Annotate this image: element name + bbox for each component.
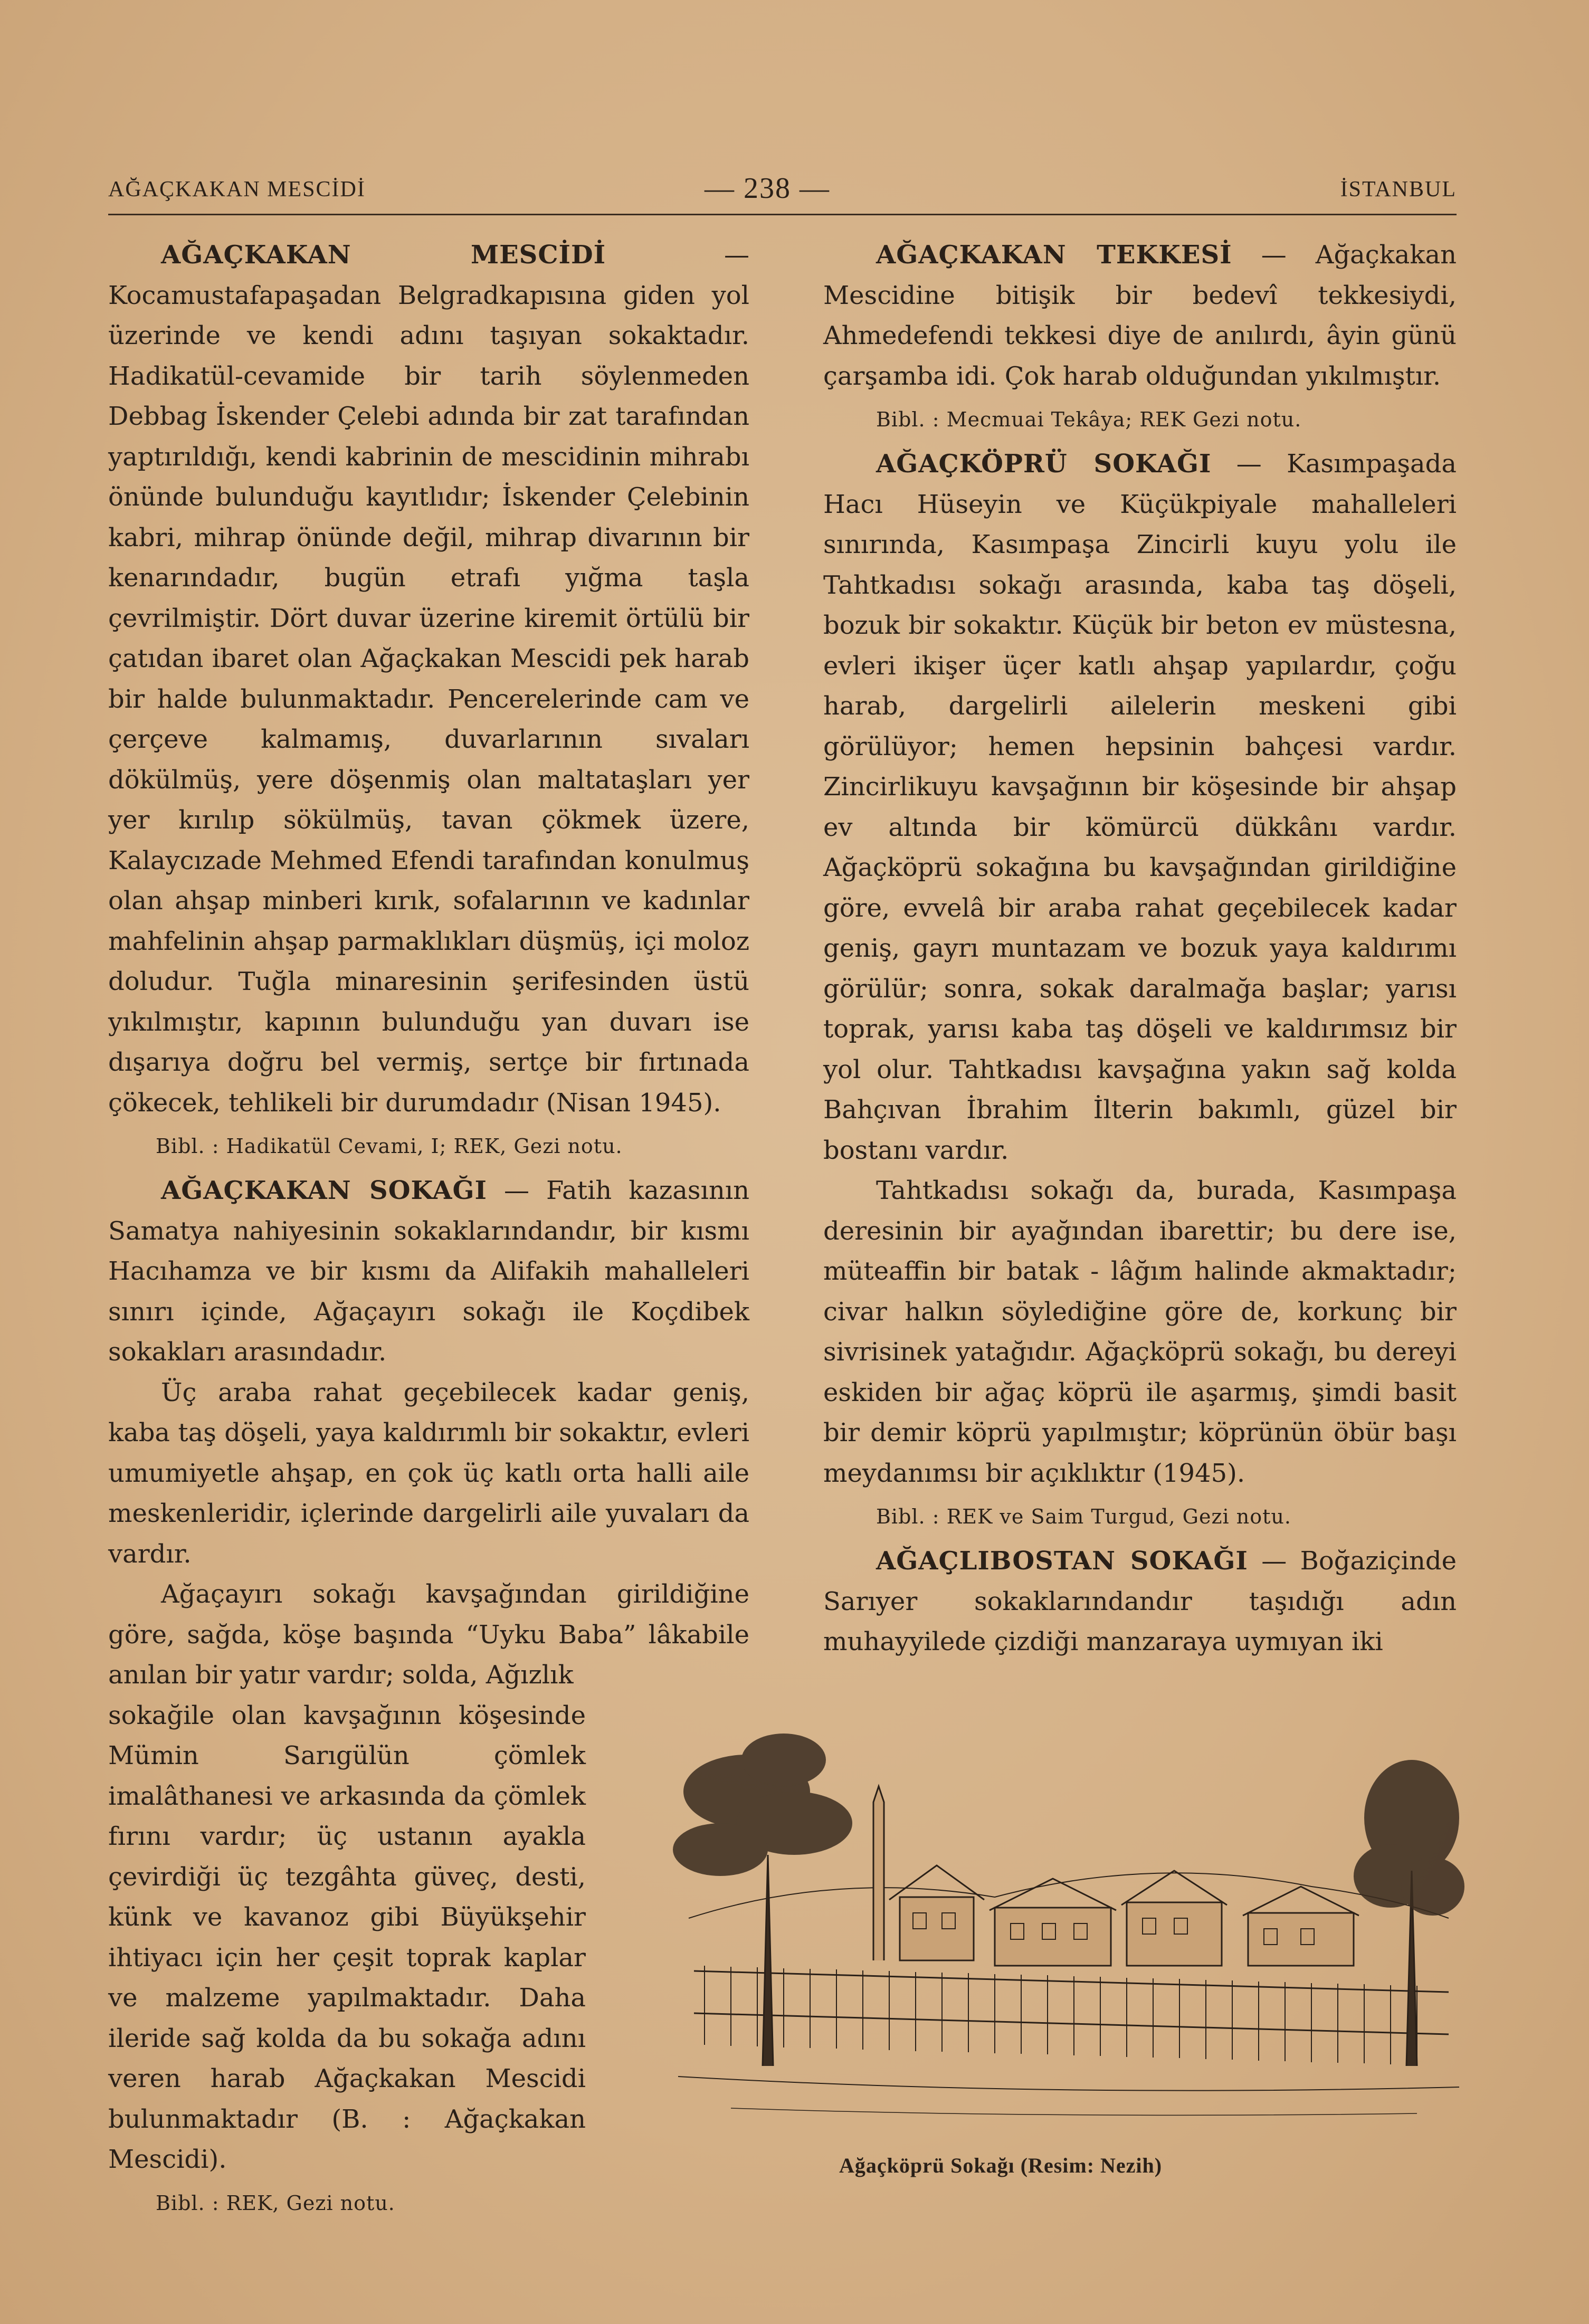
entry-title: AĞAÇLIBOSTAN SOKAĞI [876,1546,1248,1576]
entry-body: — Kasımpaşada Hacı Hüseyin ve Küçükpiyale mahalleleri sınırında, Kasımpaşa Zincirli kuyu yolu ile Tahtkadısı sokağı arasında, kaba taş döşeli, bozuk bir sokaktır. Küçük bir beton ev müstesna, evleri ikişer üçer katlı ahşap yapılardır, çoğu harab, dargelirli ailelerin meskeni gibi görülüyor; hemen hepsinin bahçesi vardır. Zincirlikuyu kavşağının bir köşesinde bir ahşap ev altında bir kömürcü dükkânı vardır. Ağaçköprü sokağına bu kavşağından girildiğine göre, evvelâ bir araba rahat geçebilecek kadar geniş, gayrı muntazam ve bozuk yaya kaldırımı görülür; sonra, sokak daralmağa başlar; yarısı toprak, yarısı kaba taş döşeli ve kaldırımsız bir yol olur. Tahtkadısı kavşağına yakın sağ kolda Bahçıvan İbrahim İlterin bakımlı, güzel bir bostanı vardır. [823,449,1457,1165]
entry-title: AĞAÇKAKAN SOKAĞI [161,1176,487,1205]
entry-paragraph: Üç araba rahat geçebilecek kadar geniş, kaba taş döşeli, yaya kaldırımlı bir sokaktır, evleri umumiyetle ahşap, en çok üç katlı orta halli aile meskenleridir, içlerinde dargelirli aile yuvaları da vardır. [108,1377,749,1569]
entry-paragraph-continued: sokağile olan kavşağının köşesinde Mümin Sarıgülün çömlek imalâthanesi ve arkasında da çömlek fırını vardır; üç ustanın ayakla çevirdiği üç tezgâhta güveç, desti, künk ve kavanoz gibi Büyükşehir ihtiyacı için her çeşit toprak kaplar ve malzeme yapılmaktadır. Daha ileride sağ kolda da bu sokağa adını veren harab Ağaçkakan Mescidi bulunmaktadır (B. : Ağaçkakan Mescidi). [108,1700,586,2174]
bibliography: Bibl. : Hadikatül Cevami, I; REK, Gezi notu. [156,1135,623,1158]
entry-paragraph: Tahtkadısı sokağı da, burada, Kasımpaşa deresinin bir ayağından ibarettir; bu dere ise, müteaffin bir batak - lâğım halinde akmaktadır; civar halkın söylediğine göre de, korkunç bir sivrisinek yatağıdır. Ağaçköprü sokağı, bu dereyi eskiden bir ağaç köprü ile aşarmış, şimdi basit bir demir köprü yapılmıştır; köprünün öbür başı meydanımsı bir açıklıktır (1945). [823,1176,1457,1488]
running-header [108,172,1457,208]
bibliography: Bibl. : Mecmuai Tekâya; REK Gezi notu. [876,408,1302,431]
entry-agackopru-sokagi [823,444,1457,1493]
street-illustration [625,1697,1464,2140]
entry-title: AĞAÇKAKAN MESCİDİ [161,240,606,270]
entry-body: — Boğaziçinde Sarıyer sokaklarındandır taşıdığı adın muhayyilede çizdiği manzaraya uymıyan iki [823,1546,1457,1656]
entry-body: — Kocamustafapaşadan Belgradkapısına giden yol üzerinde ve kendi adını taşıyan sokaktadır. Hadikatül-cevamide bir tarih söylenmeden Debbag İskender Çelebi adında bir zat tarafından yaptırıldığı, kendi kabrinin de mescidinin mihrabı önünde bulunduğu kayıtlıdır; İskender Çelebinin kabri, mihrap önünde değil, mihrap divarının bir kenarındadır, bugün etrafı yığma taşla çevrilmiştir. Dört duvar üzerine kiremit örtülü bir çatıdan ibaret olan Ağaçkakan Mescidi pek harab bir halde bulunmaktadır. Pencerelerinde cam ve çerçeve kalmamış, duvarlarının sıvaları dökülmüş, yere döşenmiş olan maltataşları yer yer kırılıp sökülmüş, tavan çökmek üzere, Kalaycızade Mehmed Efendi tarafından konulmuş olan ahşap minberi kırık, sofalarının ve kadınlar mahfelinin ahşap parmaklıkları düşmüş, içi moloz doludur. Tuğla minaresinin şerifesinden üstü yıkılmıştır, kapının bulunduğu yan duvarı ise dışarıya doğru bel vermiş, sertçe bir fırtınada çökecek, tehlikeli bir durumdadır (Nisan 1945). [108,240,749,1118]
entry-agackakan-tekkesi [823,235,1457,396]
entry-title: AĞAÇKÖPRÜ SOKAĞI [876,449,1212,479]
entry-title: AĞAÇKAKAN TEKKESİ [876,240,1232,270]
page-number: — 238 — [705,172,830,205]
right-column [823,235,1457,1662]
entry-agackakan-mescidi [108,235,749,1123]
entry-body: — Fatih kazasının Samatya nahiyesinin sokaklarındandır, bir kısmı Hacıhamza ve bir kısmı da Alifakih mahalleleri sınırı içinde, Ağaçayırı sokağı ile Koçdibek sokakları arasındadır. [108,1176,749,1367]
bibliography: Bibl. : REK ve Saim Turgud, Gezi notu. [876,1505,1291,1528]
entry-paragraph: Ağaçayırı sokağı kavşağından girildiğine göre, sağda, köşe başında “Uyku Baba” lâkabile anılan bir yatır vardır; solda, Ağızlık [108,1579,749,1690]
entry-agaclibostan-sokagi [823,1541,1457,1662]
figure-caption: Ağaçköprü Sokağı (Resim: Nezih) [839,2154,1163,2177]
header-publication-title: İSTANBUL [1340,177,1457,202]
header-rule [108,214,1457,215]
bibliography: Bibl. : REK, Gezi notu. [156,2191,395,2215]
entry-body: — Ağaçkakan Mescidine bitişik bir bedevî tekkesiydi, Ahmedefendi tekkesi diye de anılırdı, âyin günü çarşamba idi. Çok harab olduğundan yıkılmıştır. [823,240,1457,391]
sketch-drawing [625,1697,1464,2140]
header-section-title: AĞAÇKAKAN MESCİDİ [108,177,366,202]
